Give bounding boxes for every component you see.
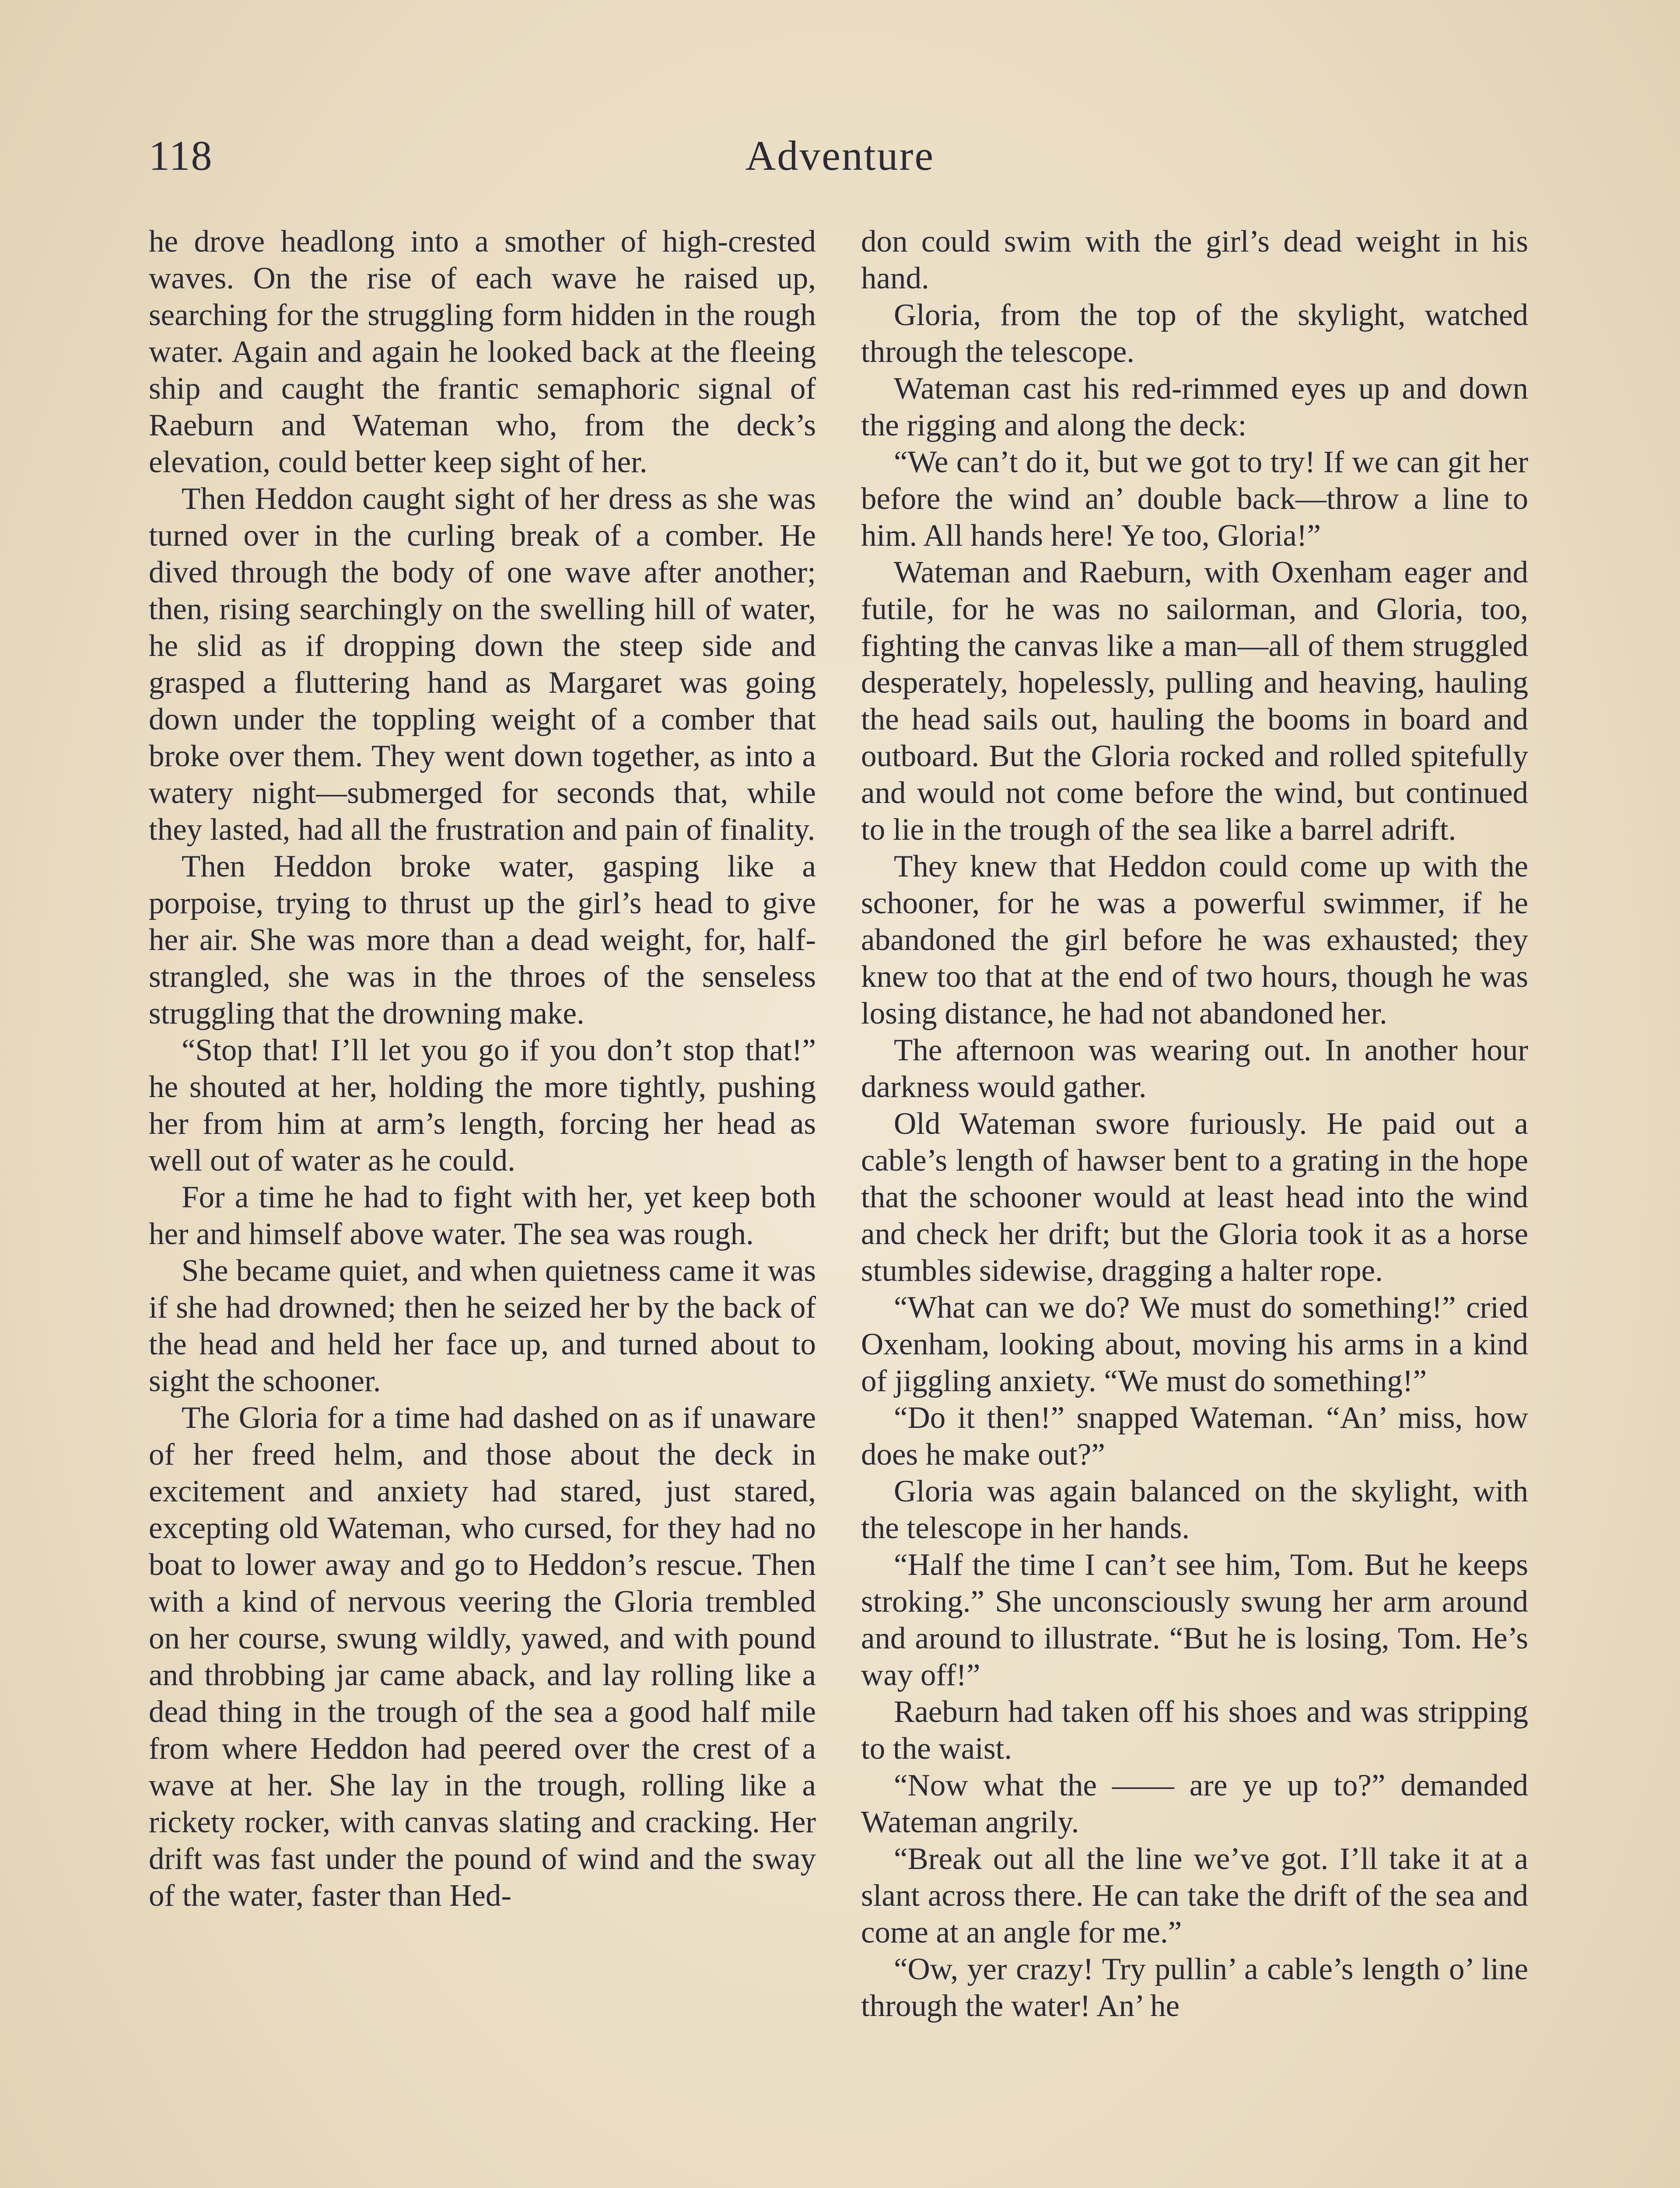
paragraph: “We can’t do it, but we got to try! If we can git her before the wind an’ double back—throw a line to him. All hands here! Ye too, Gloria!” (861, 445, 1528, 553)
paragraph: For a time he had to fight with her, yet keep both her and himself above water. The sea was rough. (149, 1180, 816, 1251)
running-title: Adventure (745, 132, 935, 179)
paragraph: Then Heddon caught sight of her dress as she was turned over in the curling break of a comber. He dived through the body of one wave after another; then, rising searchingly on the swelling hill of water, he slid as if dropping down the steep side and grasped a fluttering hand as Margaret was going down under the toppling weight of a comber that broke over them. They went down together, as into a watery night—submerged for seconds that, while they lasted, had all the frustration and pain of finality. (149, 482, 816, 847)
paragraph: Gloria was again balanced on the skylight, with the telescope in her hands. (861, 1474, 1528, 1545)
paragraph: “Ow, yer crazy! Try pullin’ a cable’s length o’ line through the water! An’ he (861, 1952, 1528, 2023)
paragraph: The afternoon was wearing out. In another hour darkness would gather. (861, 1033, 1528, 1104)
paragraph: The Gloria for a time had dashed on as if unaware of her freed helm, and those about the deck in excitement and anxiety had stared, just stared, excepting old Wateman, who cursed, for they had no boat to lower away and go to Heddon’s rescue. Then with a kind of nervous veering the Gloria trembled on her course, swung wildly, yawed, and with pound and throbbing jar came aback, and lay rolling like a dead thing in the trough of the sea a good half mile from where Heddon had peered over the crest of a wave at her. She lay in the trough, rolling like a rickety rocker, with canvas slating and cracking. Her drift was fast under the pound of wind and the sway of the water, faster than Hed- (149, 1401, 816, 1913)
paragraph: “Now what the —— are ye up to?” demanded Wateman angrily. (861, 1768, 1528, 1839)
paragraph: She became quiet, and when quietness came it was if she had drowned; then he seized her by the back of the head and held her face up, and turned about to sight the schooner. (149, 1254, 816, 1398)
page-number: 118 (149, 132, 213, 179)
paragraph: “Stop that! I’ll let you go if you don’t stop that!” he shouted at her, holding the more tightly, pushing her from him at arm’s length, forcing her head as well out of water as he could. (149, 1033, 816, 1178)
paragraph: Raeburn had taken off his shoes and was stripping to the waist. (861, 1695, 1528, 1766)
right-column (861, 223, 1528, 2024)
left-column (149, 223, 816, 1914)
paragraph: Wateman and Raeburn, with Oxenham eager and futile, for he was no sailorman, and Gloria, too, fighting the canvas like a man—all of them struggled desperately, hopelessly, pulling and heaving, hauling the head sails out, hauling the booms in board and outboard. But the Gloria rocked and rolled spitefully and would not come before the wind, but continued to lie in the trough of the sea like a barrel adrift. (861, 555, 1528, 847)
running-head (149, 131, 1531, 184)
paragraph: Old Wateman swore furiously. He paid out a cable’s length of hawser bent to a grating in the hope that the schooner would at least head into the wind and check her drift; but the Gloria took it as a horse stumbles sidewise, dragging a halter rope. (861, 1107, 1528, 1288)
paragraph: Wateman cast his red-rimmed eyes up and down the rigging and along the deck: (861, 372, 1528, 442)
paragraph: “What can we do? We must do something!” cried Oxenham, looking about, moving his arms in a kind of jiggling anxiety. “We must do something!” (861, 1290, 1528, 1398)
paragraph: Gloria, from the top of the skylight, watched through the telescope. (861, 298, 1528, 369)
paragraph: “Break out all the line we’ve got. I’ll take it at a slant across there. He can take the drift of the sea and come at an angle for me.” (861, 1842, 1528, 1950)
paragraph: don could swim with the girl’s dead weight in his hand. (861, 224, 1528, 295)
paragraph: “Half the time I can’t see him, Tom. But he keeps stroking.” She unconsciously swung her arm around and around to illustrate. “But he is losing, Tom. He’s way off!” (861, 1548, 1528, 1692)
paragraph: “Do it then!” snapped Wateman. “An’ miss, how does he make out?” (861, 1401, 1528, 1472)
paragraph: They knew that Heddon could come up with the schooner, for he was a powerful swimmer, if he abandoned the girl before he was exhausted; they knew too that at the end of two hours, though he was losing distance, he had not abandoned her. (861, 849, 1528, 1031)
paragraph: Then Heddon broke water, gasping like a porpoise, trying to thrust up the girl’s head to give her air. She was more than a dead weight, for, half-strangled, she was in the throes of the senseless struggling that the drowning make. (149, 849, 816, 1031)
paragraph: he drove headlong into a smother of high-crested waves. On the rise of each wave he raised up, searching for the struggling form hidden in the rough water. Again and again he looked back at the fleeing ship and caught the frantic semaphoric signal of Raeburn and Wateman who, from the deck’s elevation, could better keep sight of her. (149, 224, 816, 479)
